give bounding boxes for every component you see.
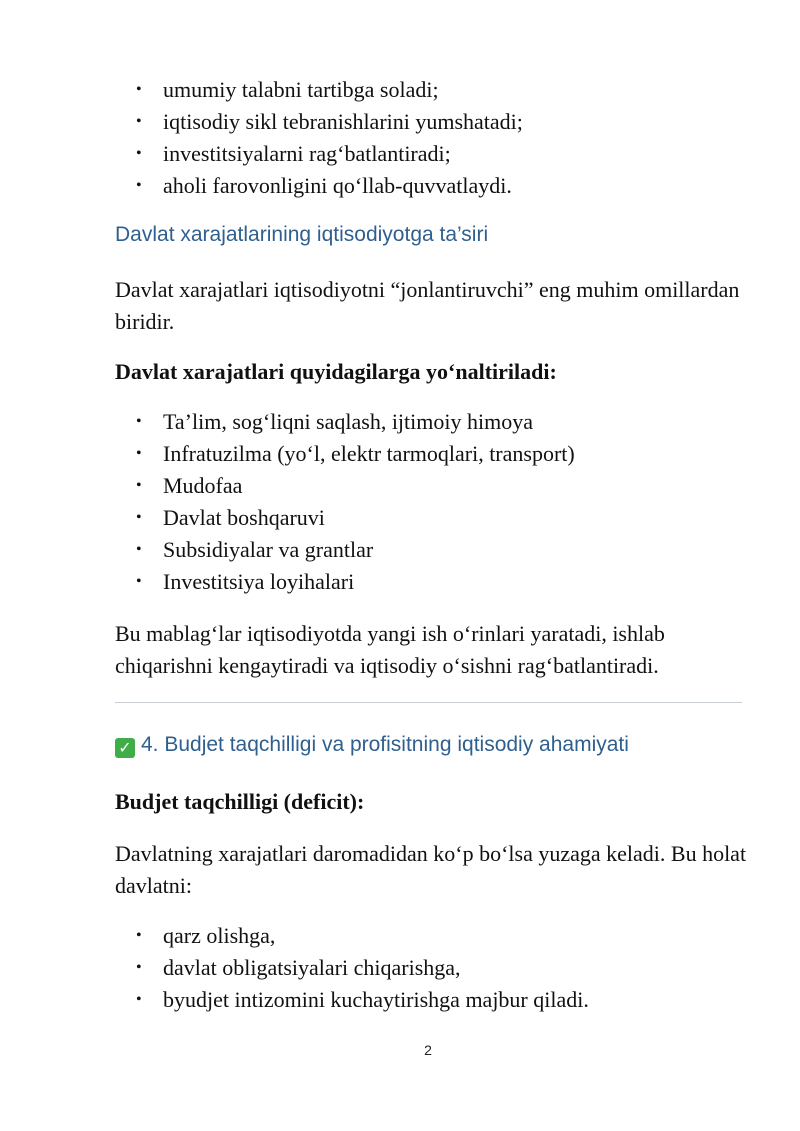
section-heading-expenditure-impact: Davlat xarajatlarining iqtisodiyotga ta’siri [115,223,489,246]
bullet-icon: • [136,113,142,130]
bullet-icon: • [136,81,142,98]
list-item: • Subsidiyalar va grantlar [136,534,575,566]
bullet-icon: • [136,991,142,1008]
list-item: • Mudofaa [136,470,575,502]
list-item: • Infratuzilma (yo‘l, elektr tarmoqlari, transport) [136,438,575,470]
directions-heading: Davlat xarajatlari quyidagilarga yo‘naltiriladi: [115,359,557,384]
directions-bullet-list [136,406,575,598]
section-heading-budget-deficit [115,730,629,760]
deficit-paragraph: Davlatning xarajatlari daromadidan ko‘p bo‘lsa yuzaga keladi. Bu holat davlatni: [115,841,747,898]
list-item: • Ta’lim, sog‘liqni saqlash, ijtimoiy himoya [136,406,575,438]
bullet-icon: • [136,573,142,590]
effects-paragraph: Bu mablag‘lar iqtisodiyotda yangi ish o‘rinlari yaratadi, ishlab chiqarishni kengaytiradi va iqtisodiy o‘sishni rag‘batlantiradi. [115,621,665,678]
top-bullet-list [136,74,523,202]
page-number: 2 [424,1042,432,1058]
deficit-heading: Budjet taqchilligi (deficit): [115,789,365,814]
list-item: • iqtisodiy sikl tebranishlarini yumshatadi; [136,106,523,138]
list-item: • investitsiyalarni rag‘batlantiradi; [136,138,523,170]
intro-paragraph: Davlat xarajatlari iqtisodiyotni “jonlantiruvchi” eng muhim omillardan biridir. [115,277,740,334]
bullet-icon: • [136,477,142,494]
bullet-icon: • [136,445,142,462]
list-item: • byudjet intizomini kuchaytirishga majbur qiladi. [136,984,589,1016]
bullet-icon: • [136,959,142,976]
list-item: • Davlat boshqaruvi [136,502,575,534]
list-item: • Investitsiya loyihalari [136,566,575,598]
bullet-icon: • [136,177,142,194]
deficit-bullet-list [136,920,589,1016]
bullet-icon: • [136,509,142,526]
list-item: • qarz olishga, [136,920,589,952]
bullet-icon: • [136,541,142,558]
check-mark-icon: ✓ [115,738,135,758]
horizontal-divider [115,702,742,703]
list-item: • aholi farovonligini qo‘llab-quvvatlaydi. [136,170,523,202]
section-heading-text: 4. Budjet taqchilligi va profisitning iqtisodiy ahamiyati [141,733,629,756]
bullet-icon: • [136,145,142,162]
bullet-icon: • [136,927,142,944]
bullet-icon: • [136,413,142,430]
list-item: • davlat obligatsiyalari chiqarishga, [136,952,589,984]
list-item: • umumiy talabni tartibga soladi; [136,74,523,106]
